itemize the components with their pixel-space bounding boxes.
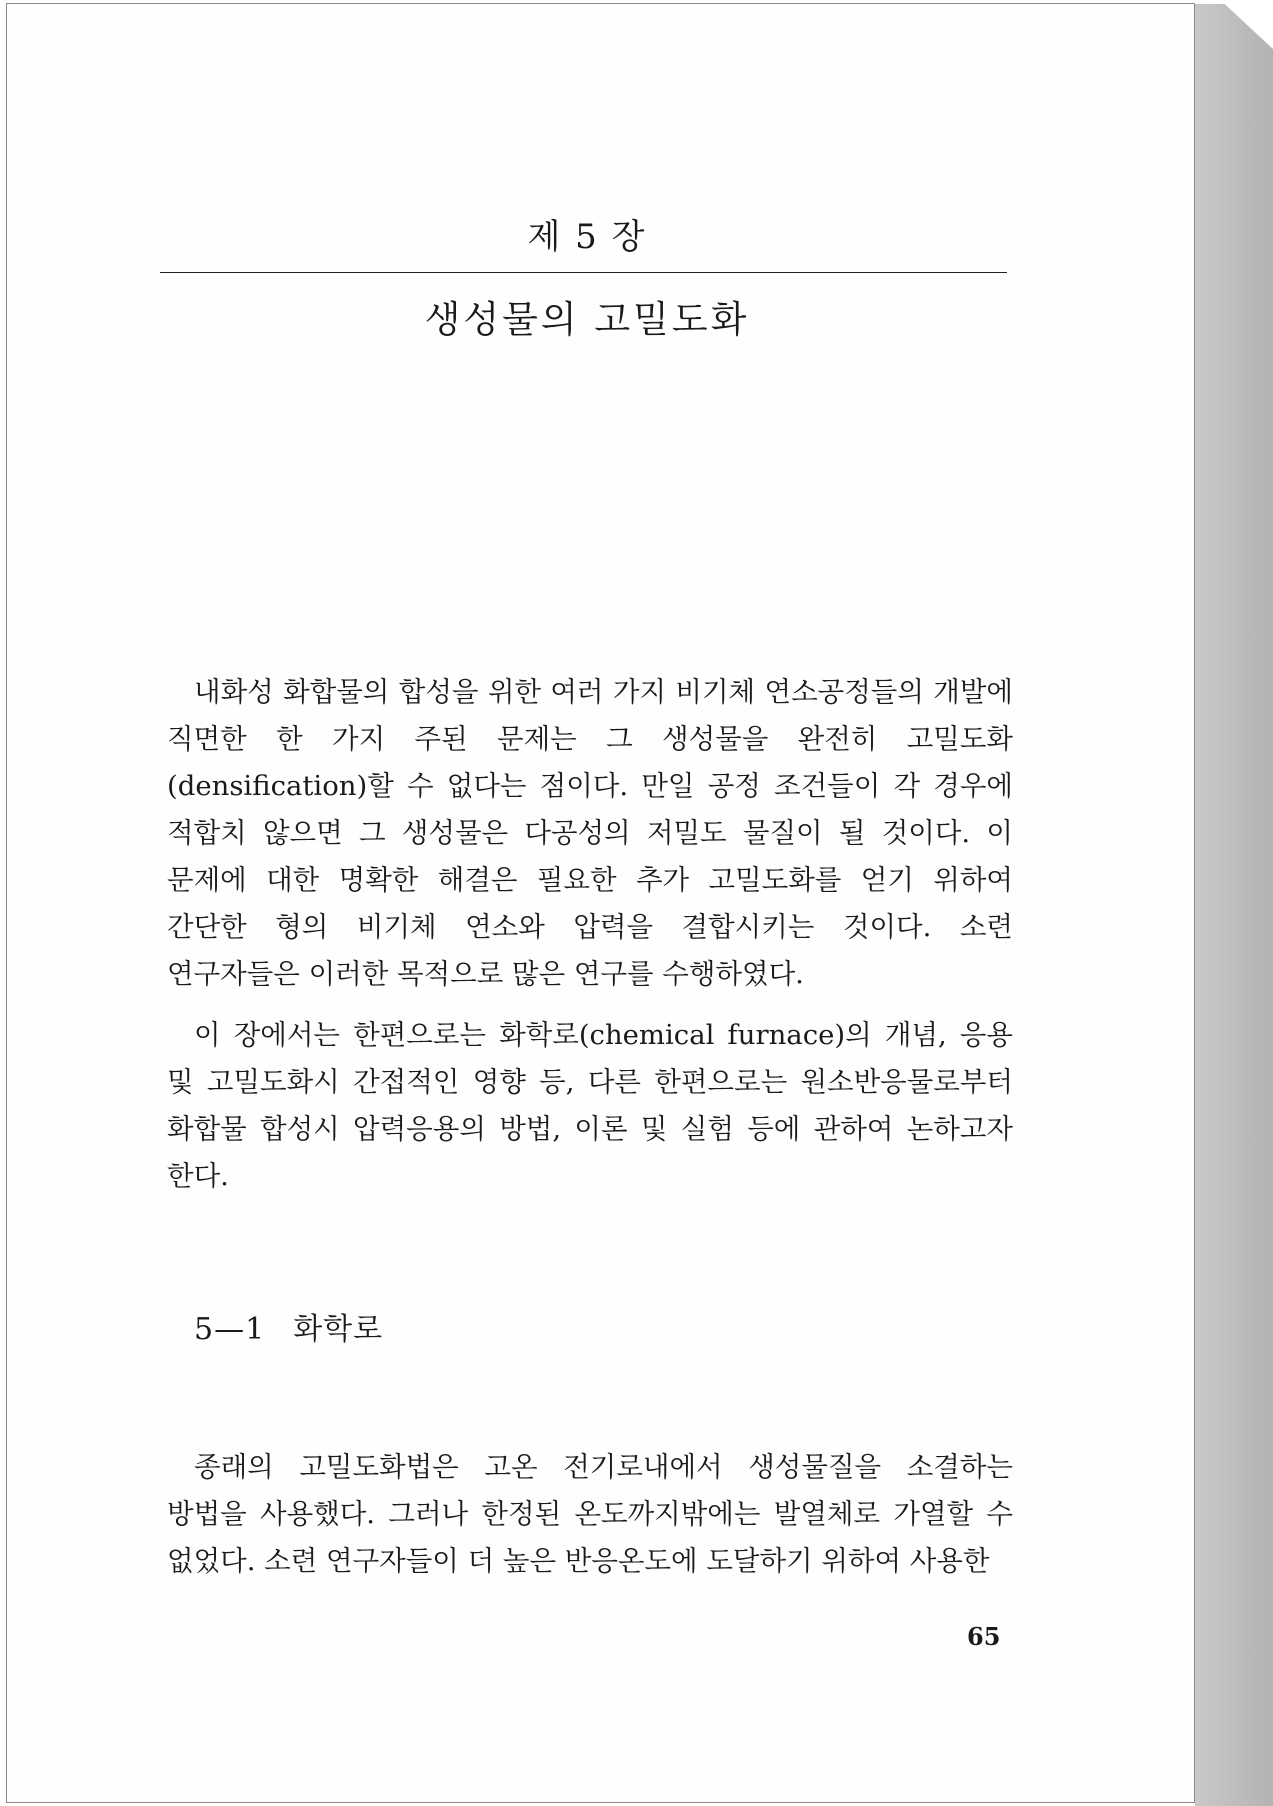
intro-paragraph-1: 내화성 화합물의 합성을 위한 여러 가지 비기체 연소공정들의 개발에 직면한 한 가지 주된 문제는 그 생성물을 완전히 고밀도화(densification)할 수 없다는 점이다. 만일 공정 조건들이 각 경우에 적합치 않으면 그 생성물은 다공성의 저밀도 물질이 될 것이다. 이 문제에 대한 명확한 해결은 필요한 추가 고밀도화를 얻기 위하여 간단한 형의 비기체 연소와 압력을 결합시키는 것이다. 소련 연구자들은 이러한 목적으로 많은 연구를 수행하였다.	[167, 676, 1013, 990]
page-number: 65	[967, 1622, 1001, 1651]
book-page	[6, 3, 1195, 1803]
title-divider	[160, 272, 1007, 273]
intro-paragraph-2: 이 장에서는 한편으로는 화학로(chemical furnace)의 개념, 응용 및 고밀도화시 간접적인 영향 등, 다른 한편으로는 원소반응물로부터 화합물 합성시 압력응용의 방법, 이론 및 실험 등에 관하여 논하고자 한다.	[167, 1019, 1013, 1192]
chapter-label: 제 5 장	[527, 217, 647, 257]
section-heading	[194, 1304, 383, 1348]
section-paragraph-1: 종래의 고밀도화법은 고온 전기로내에서 생성물질을 소결하는 방법을 사용했다. 그러나 한정된 온도까지밖에는 발열체로 가열할 수 없었다. 소련 연구자들이 더 높은 반응온도에 도달하기 위하여 사용한	[167, 1451, 1013, 1577]
chapter-title: 생성물의 고밀도화	[424, 298, 750, 341]
section-number: 5—1	[194, 1312, 266, 1347]
section-title: 화학로	[293, 1312, 384, 1347]
book-edge	[1195, 4, 1273, 1806]
